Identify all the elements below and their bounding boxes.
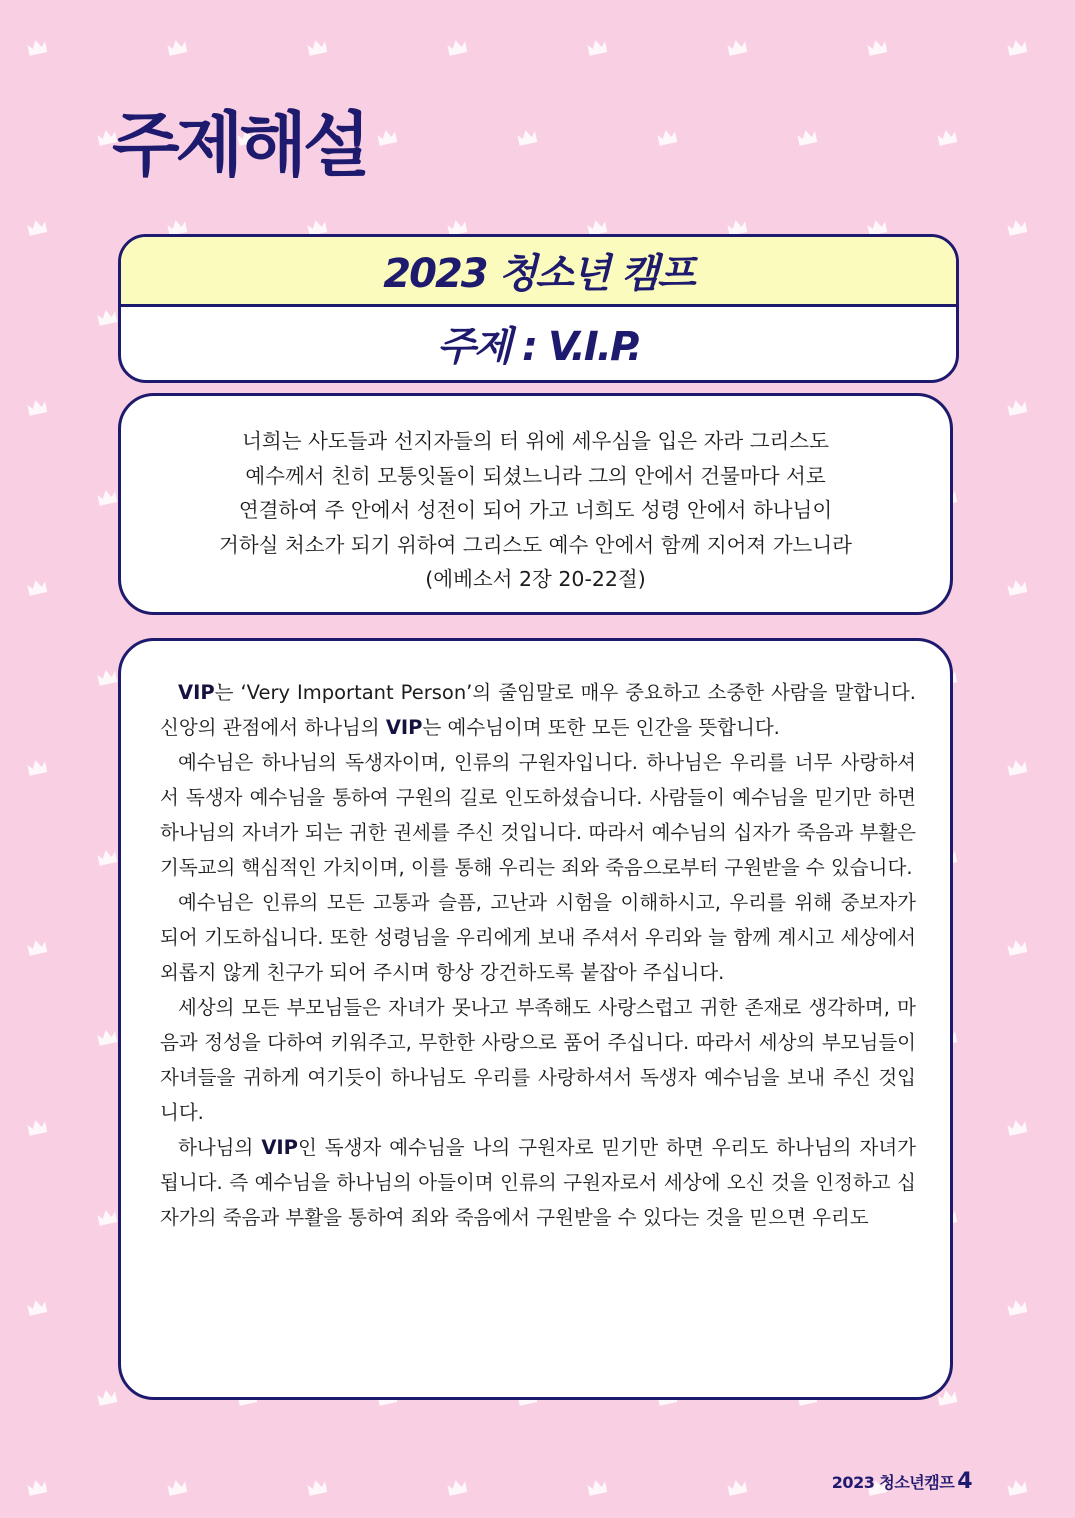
scripture-line: 너희는 사도들과 선지자들의 터 위에 세우심을 입은 자라 그리스도 — [242, 429, 829, 453]
crown-icon — [727, 1478, 748, 1495]
crown-icon — [307, 1478, 328, 1495]
crown-icon — [97, 308, 118, 325]
commentary-paragraph: 예수님은 하나님의 독생자이며, 인류의 구원자입니다. 하나님은 우리를 너무 사랑하셔서 독생자 예수님을 통하여 구원의 길로 인도하셨습니다. 사람들이 예수님을 믿기만 하면 하나님의 자녀가 되는 귀한 권세를 주신 것입니다. 따라서 예수님의 십자가 죽음과 부활은 기독교의 핵심적인 가치이며, 이를 통해 우리는 죄와 죽음으로부터 구원받을 수 있습니다. — [160, 751, 916, 879]
crown-icon — [97, 1208, 118, 1225]
camp-title-band — [121, 237, 956, 307]
vip-keyword: VIP — [261, 1136, 298, 1159]
scripture-box — [118, 393, 953, 615]
paragraph-text: 는 예수님이며 또한 모든 인간을 뜻합니다. — [422, 716, 780, 739]
paragraph-text: 인 독생자 예수님을 나의 구원자로 믿기만 하면 우리도 하나님의 자녀가 됩니다. 즉 예수님을 하나님의 아들이며 인류의 구원자로서 세상에 오신 것을 인정하고 십자가의 죽음과 부활을 통하여 죄와 죽음에서 구원받을 수 있다는 것을 믿으면 우리도 — [160, 1136, 917, 1229]
scripture-line: 연결하여 주 안에서 성전이 되어 가고 너희도 성령 안에서 하나님이 — [238, 498, 833, 522]
commentary-paragraph — [160, 1130, 916, 1235]
crown-icon — [97, 1028, 118, 1045]
commentary-paragraph: 예수님은 인류의 모든 고통과 슬픔, 고난과 시험을 이해하시고, 우리를 위해 중보자가 되어 기도하십니다. 또한 성령님을 우리에게 보내 주셔서 우리와 늘 함께 계시고 세상에서 외롭지 않게 친구가 되어 주시며 항상 강건하도록 붙잡아 주십니다. — [160, 891, 916, 984]
crown-icon — [27, 758, 48, 775]
camp-title: 2023 청소년 캠프 — [383, 251, 694, 297]
commentary-box — [118, 638, 953, 1400]
crown-icon — [1007, 578, 1028, 595]
scripture-line: 거하실 처소가 되기 위하여 그리스도 예수 안에서 함께 지어져 가느니라 — [219, 532, 852, 557]
crown-icon — [587, 38, 608, 55]
crown-icon — [1007, 1298, 1028, 1315]
crown-icon — [97, 668, 118, 685]
commentary-paragraph — [160, 675, 916, 745]
scripture-reference: (에베소서 2장 20-22절) — [425, 567, 646, 591]
crown-icon — [307, 38, 328, 55]
crown-icon — [27, 1478, 48, 1495]
crown-icon — [27, 938, 48, 955]
scripture-line: 예수께서 친히 모퉁잇돌이 되셨느니라 그의 안에서 건물마다 서로 — [245, 463, 826, 488]
page-number: 4 — [957, 1469, 972, 1494]
crown-icon — [1007, 218, 1028, 235]
footer-label: 2023 청소년캠프 — [831, 1473, 955, 1492]
crown-icon — [167, 38, 188, 55]
crown-icon — [27, 1118, 48, 1135]
crown-icon — [27, 38, 48, 55]
crown-icon — [1007, 398, 1028, 415]
crown-icon — [27, 578, 48, 595]
crown-icon — [97, 848, 118, 865]
crown-icon — [447, 1478, 468, 1495]
crown-icon — [797, 128, 818, 145]
crown-icon — [1007, 1478, 1028, 1495]
paragraph-text: 하나님의 — [178, 1136, 262, 1159]
crown-icon — [1007, 38, 1028, 55]
crown-icon — [27, 218, 48, 235]
vip-keyword: VIP — [178, 681, 215, 704]
crown-icon — [657, 128, 678, 145]
crown-icon — [97, 488, 118, 505]
crown-icon — [937, 128, 958, 145]
theme-title: 주제 : V.I.P. — [436, 324, 641, 370]
crown-icon — [867, 38, 888, 55]
crown-icon — [1007, 758, 1028, 775]
vip-keyword: VIP — [385, 716, 423, 739]
crown-icon — [97, 1388, 118, 1405]
theme-title-band — [121, 307, 956, 380]
crown-icon — [377, 128, 398, 145]
crown-icon — [1007, 938, 1028, 955]
commentary-paragraph: 세상의 모든 부모님들은 자녀가 못나고 부족해도 사랑스럽고 귀한 존재로 생각하며, 마음과 정성을 다하여 키워주고, 무한한 사랑으로 품어 주십니다. 따라서 세상의 부모님들이 자녀들을 귀하게 여기듯이 하나님도 우리를 사랑하셔서 독생자 예수님을 보내 주신 것입니다. — [160, 996, 916, 1124]
crown-icon — [517, 128, 538, 145]
crown-icon — [447, 38, 468, 55]
theme-title-box — [118, 234, 959, 383]
crown-icon — [727, 38, 748, 55]
paragraph-text: 는 ‘Very Important Person’의 줄임말로 매우 중요하고 소중한 사람을 말합니다. 신앙의 관점에서 하나님의 — [160, 681, 916, 739]
crown-icon — [27, 1298, 48, 1315]
crown-icon — [587, 1478, 608, 1495]
crown-icon — [167, 1478, 188, 1495]
page-footer — [832, 1470, 972, 1495]
crown-icon — [1007, 1118, 1028, 1135]
page-title: 주제해설 — [112, 104, 367, 186]
crown-icon — [27, 398, 48, 415]
